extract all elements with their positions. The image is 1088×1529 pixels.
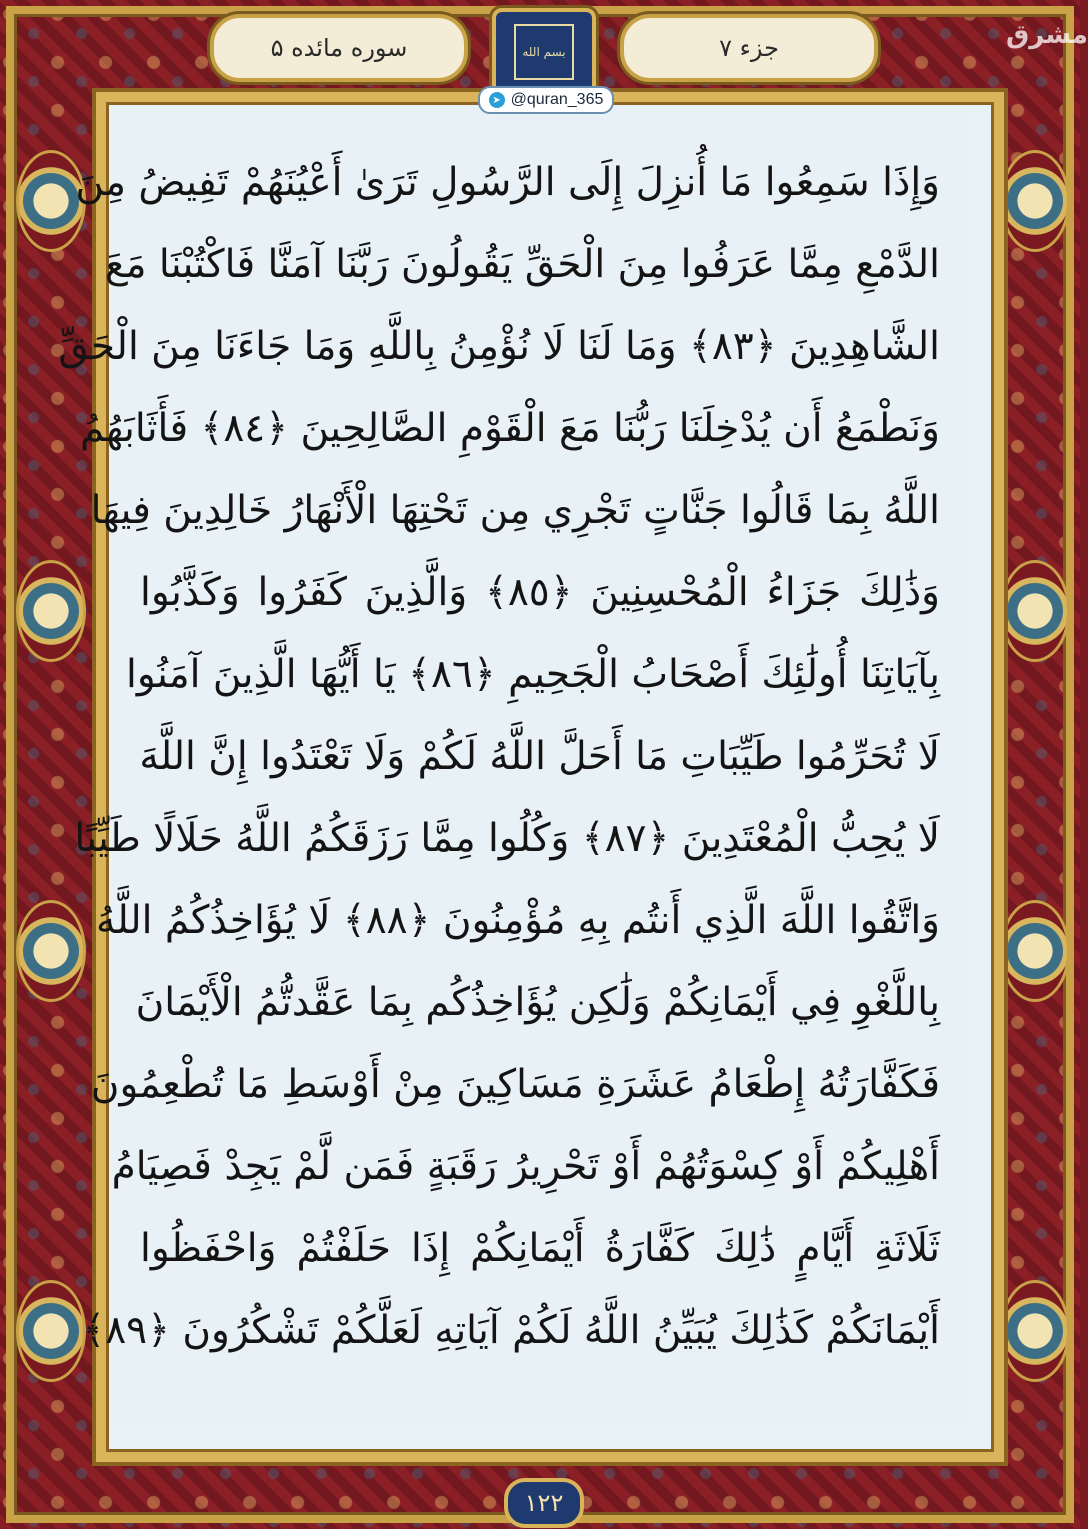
page-number: ۱۲۲ xyxy=(504,1478,584,1528)
verse-line: لَا تُحَرِّمُوا طَيِّبَاتِ مَا أَحَلَّ اللَّهُ لَكُمْ وَلَا تَعْتَدُوا إِنَّ اللَّهَ xyxy=(139,734,940,779)
juz-cartouche xyxy=(620,14,878,82)
verse-line: ثَلَاثَةِ أَيَّامٍ ذَٰلِكَ كَفَّارَةُ أَيْمَانِكُمْ إِذَا حَلَفْتُمْ وَاحْفَظُوا xyxy=(140,1226,940,1271)
verse-line: أَيْمَانَكُمْ كَذَٰلِكَ يُبَيِّنُ اللَّهُ لَكُمْ آيَاتِهِ لَعَلَّكُمْ تَشْكُرُونَ ﴿٨٩﴾ xyxy=(82,1308,940,1353)
verse-line: لَا يُحِبُّ الْمُعْتَدِينَ ﴿٨٧﴾ وَكُلُوا مِمَّا رَزَقَكُمُ اللَّهُ حَلَالًا طَيِّبًا xyxy=(74,816,940,861)
verse-line: فَكَفَّارَتُهُ إِطْعَامُ عَشَرَةِ مَسَاكِينَ مِنْ أَوْسَطِ مَا تُطْعِمُونَ xyxy=(90,1062,940,1107)
channel-handle: @quran_365 xyxy=(510,91,604,108)
medallion-left-mid2 xyxy=(16,900,86,1002)
juz-label: جزء ۷ xyxy=(719,34,779,62)
verse-line: الشَّاهِدِينَ ﴿٨٣﴾ وَمَا لَنَا لَا نُؤْمِنُ بِاللَّهِ وَمَا جَاءَنَا مِنَ الْحَقِّ xyxy=(58,324,940,369)
verse-line: بِاللَّغْوِ فِي أَيْمَانِكُمْ وَلَٰكِن يُؤَاخِذُكُم بِمَا عَقَّدتُّمُ الْأَيْمَانَ xyxy=(135,980,940,1025)
watermark-logo: مشرق xyxy=(1006,20,1088,50)
verse-line: وَذَٰلِكَ جَزَاءُ الْمُحْسِنِينَ ﴿٨٥﴾ وَالَّذِينَ كَفَرُوا وَكَذَّبُوا xyxy=(140,570,940,615)
verse-line: بِآيَاتِنَا أُولَٰئِكَ أَصْحَابُ الْجَحِيمِ ﴿٨٦﴾ يَا أَيُّهَا الَّذِينَ آمَنُوا xyxy=(126,652,940,697)
verse-line: وَإِذَا سَمِعُوا مَا أُنزِلَ إِلَى الرَّسُولِ تَرَىٰ أَعْيُنَهُمْ تَفِيضُ مِنَ xyxy=(75,160,940,205)
telegram-icon: ➤ xyxy=(489,92,505,108)
emblem-calligraphy: بسم الله xyxy=(514,24,574,80)
medallion-right-top xyxy=(1000,150,1070,252)
channel-handle-badge[interactable] xyxy=(478,86,614,114)
medallion-right-mid2 xyxy=(1000,900,1070,1002)
verse-line: اللَّهُ بِمَا قَالُوا جَنَّاتٍ تَجْرِي مِن تَحْتِهَا الْأَنْهَارُ خَالِدِينَ فِيهَا xyxy=(90,488,940,533)
medallion-right-mid xyxy=(1000,560,1070,662)
surah-label: سوره مائده ۵ xyxy=(270,34,408,62)
medallion-right-bottom xyxy=(1000,1280,1070,1382)
surah-cartouche xyxy=(210,14,468,82)
medallion-left-mid xyxy=(16,560,86,662)
verse-line: الدَّمْعِ مِمَّا عَرَفُوا مِنَ الْحَقِّ يَقُولُونَ رَبَّنَا آمَنَّا فَاكْتُبْنَا مَعَ xyxy=(104,242,940,287)
bismillah-emblem xyxy=(492,8,596,96)
verse-line: أَهْلِيكُمْ أَوْ كِسْوَتُهُمْ أَوْ تَحْرِيرُ رَقَبَةٍ فَمَن لَّمْ يَجِدْ فَصِيَامُ xyxy=(111,1144,940,1189)
medallion-left-bottom xyxy=(16,1280,86,1382)
verse-line: وَنَطْمَعُ أَن يُدْخِلَنَا رَبُّنَا مَعَ الْقَوْمِ الصَّالِحِينَ ﴿٨٤﴾ فَأَثَابَهُمُ xyxy=(80,406,940,451)
verse-line: وَاتَّقُوا اللَّهَ الَّذِي أَنتُم بِهِ مُؤْمِنُونَ ﴿٨٨﴾ لَا يُؤَاخِذُكُمُ اللَّهُ xyxy=(95,898,940,943)
